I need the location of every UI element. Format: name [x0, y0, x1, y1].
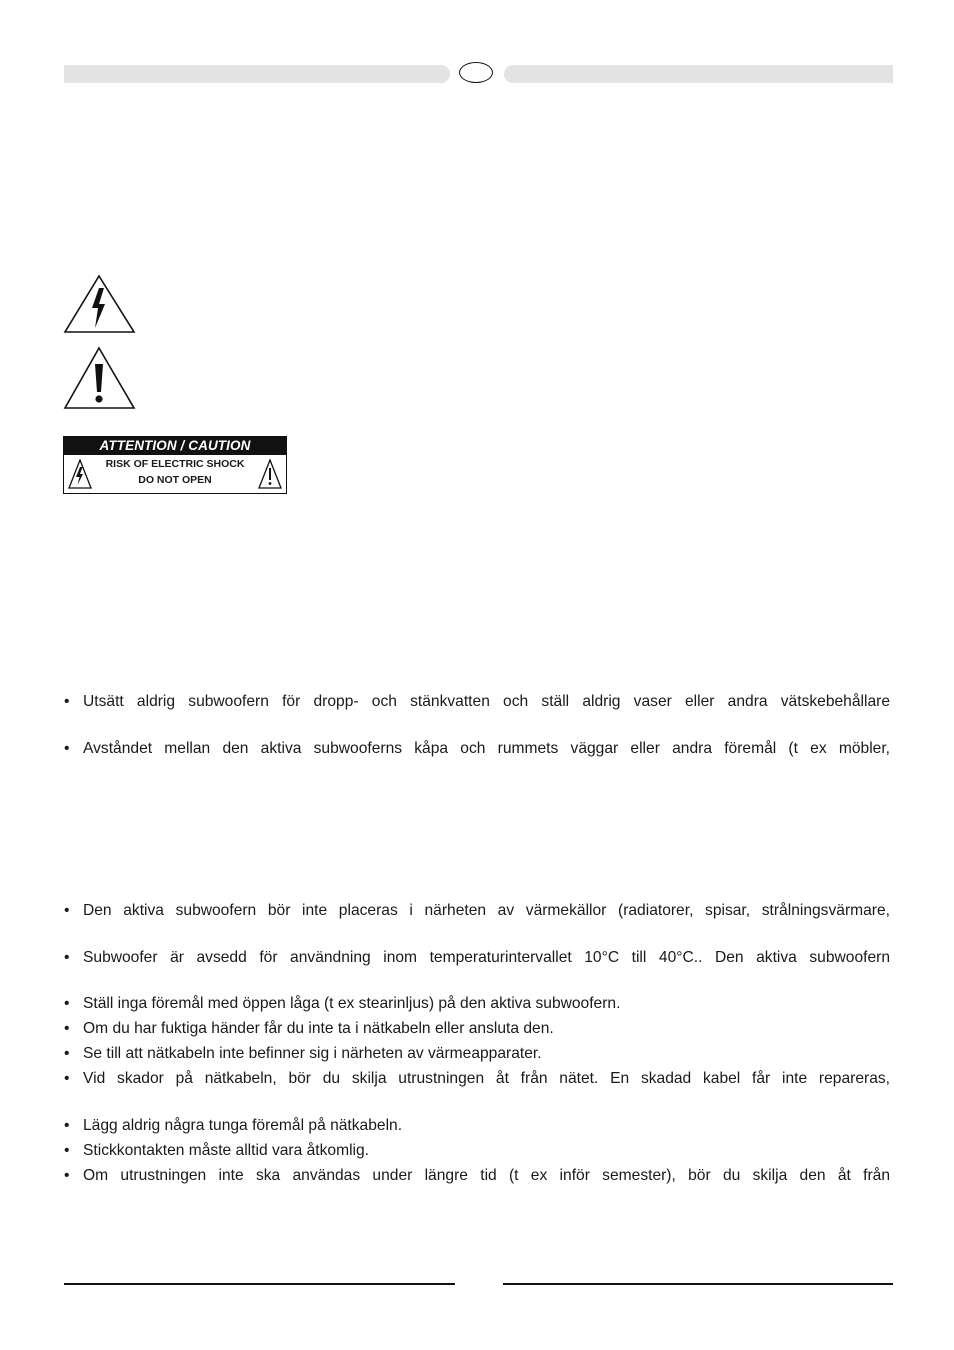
bullet-marker: • — [64, 1020, 70, 1037]
list-item-text: Se till att nätkabeln inte befinner sig i närheten av värmeapparater. — [83, 1045, 542, 1062]
bullet-marker: • — [64, 995, 70, 1012]
list-item-text: Ställ inga föremål med öppen låga (t ex stearinljus) på den aktiva subwoofern. — [83, 995, 621, 1012]
bullet-marker: • — [64, 740, 70, 757]
list-item-text: Subwoofer är avsedd för användning inom temperaturintervallet 10°C till 40°C.. Den aktiva subwoofern — [83, 949, 890, 966]
exclamation-mini-icon — [258, 459, 282, 494]
bullet-marker: • — [64, 902, 70, 919]
header-bar-left — [64, 65, 450, 83]
bullet-marker: • — [64, 693, 70, 710]
bullet-marker: • — [64, 1045, 70, 1062]
lightning-warning-triangle-icon — [63, 274, 137, 334]
exclamation-warning-triangle-icon — [63, 346, 137, 410]
bullet-marker: • — [64, 1142, 70, 1159]
bullet-marker: • — [64, 1167, 70, 1184]
caution-line-2: DO NOT OPEN — [138, 474, 212, 486]
bullet-marker: • — [64, 1070, 70, 1087]
bullet-marker: • — [64, 949, 70, 966]
list-item-text: Den aktiva subwoofern bör inte placeras i närheten av värmekällor (radiatorer, spisar, strålningsvärmare, — [83, 902, 890, 919]
footer-rule-left — [64, 1283, 455, 1285]
caution-body — [64, 455, 286, 492]
header-bar-right — [504, 65, 893, 83]
list-item-text: Lägg aldrig några tunga föremål på nätkabeln. — [83, 1117, 403, 1134]
caution-title: ATTENTION / CAUTION — [64, 437, 286, 455]
list-item-text: Vid skador på nätkabeln, bör du skilja utrustningen åt från nätet. En skadad kabel får inte repareras, — [83, 1070, 890, 1087]
list-item-text: Om du har fuktiga händer får du inte ta i nätkabeln eller ansluta den. — [83, 1020, 554, 1037]
list-item-text: Om utrustningen inte ska användas under längre tid (t ex inför semester), bör du skilja den åt från — [83, 1167, 890, 1184]
list-item-text: Utsätt aldrig subwoofern för dropp- och stänkvatten och ställ aldrig vaser eller andra vätskebehållare — [83, 693, 890, 710]
caution-line-1: RISK OF ELECTRIC SHOCK — [105, 458, 245, 470]
list-item-text: Avståndet mellan den aktiva subwooferns kåpa och rummets väggar eller andra föremål (t ex möbler, — [83, 740, 890, 757]
language-badge — [459, 62, 493, 83]
caution-label — [63, 436, 287, 494]
bullet-marker: • — [64, 1117, 70, 1134]
list-item-text: Stickkontakten måste alltid vara åtkomlig. — [83, 1142, 370, 1159]
footer-rule-right — [503, 1283, 893, 1285]
